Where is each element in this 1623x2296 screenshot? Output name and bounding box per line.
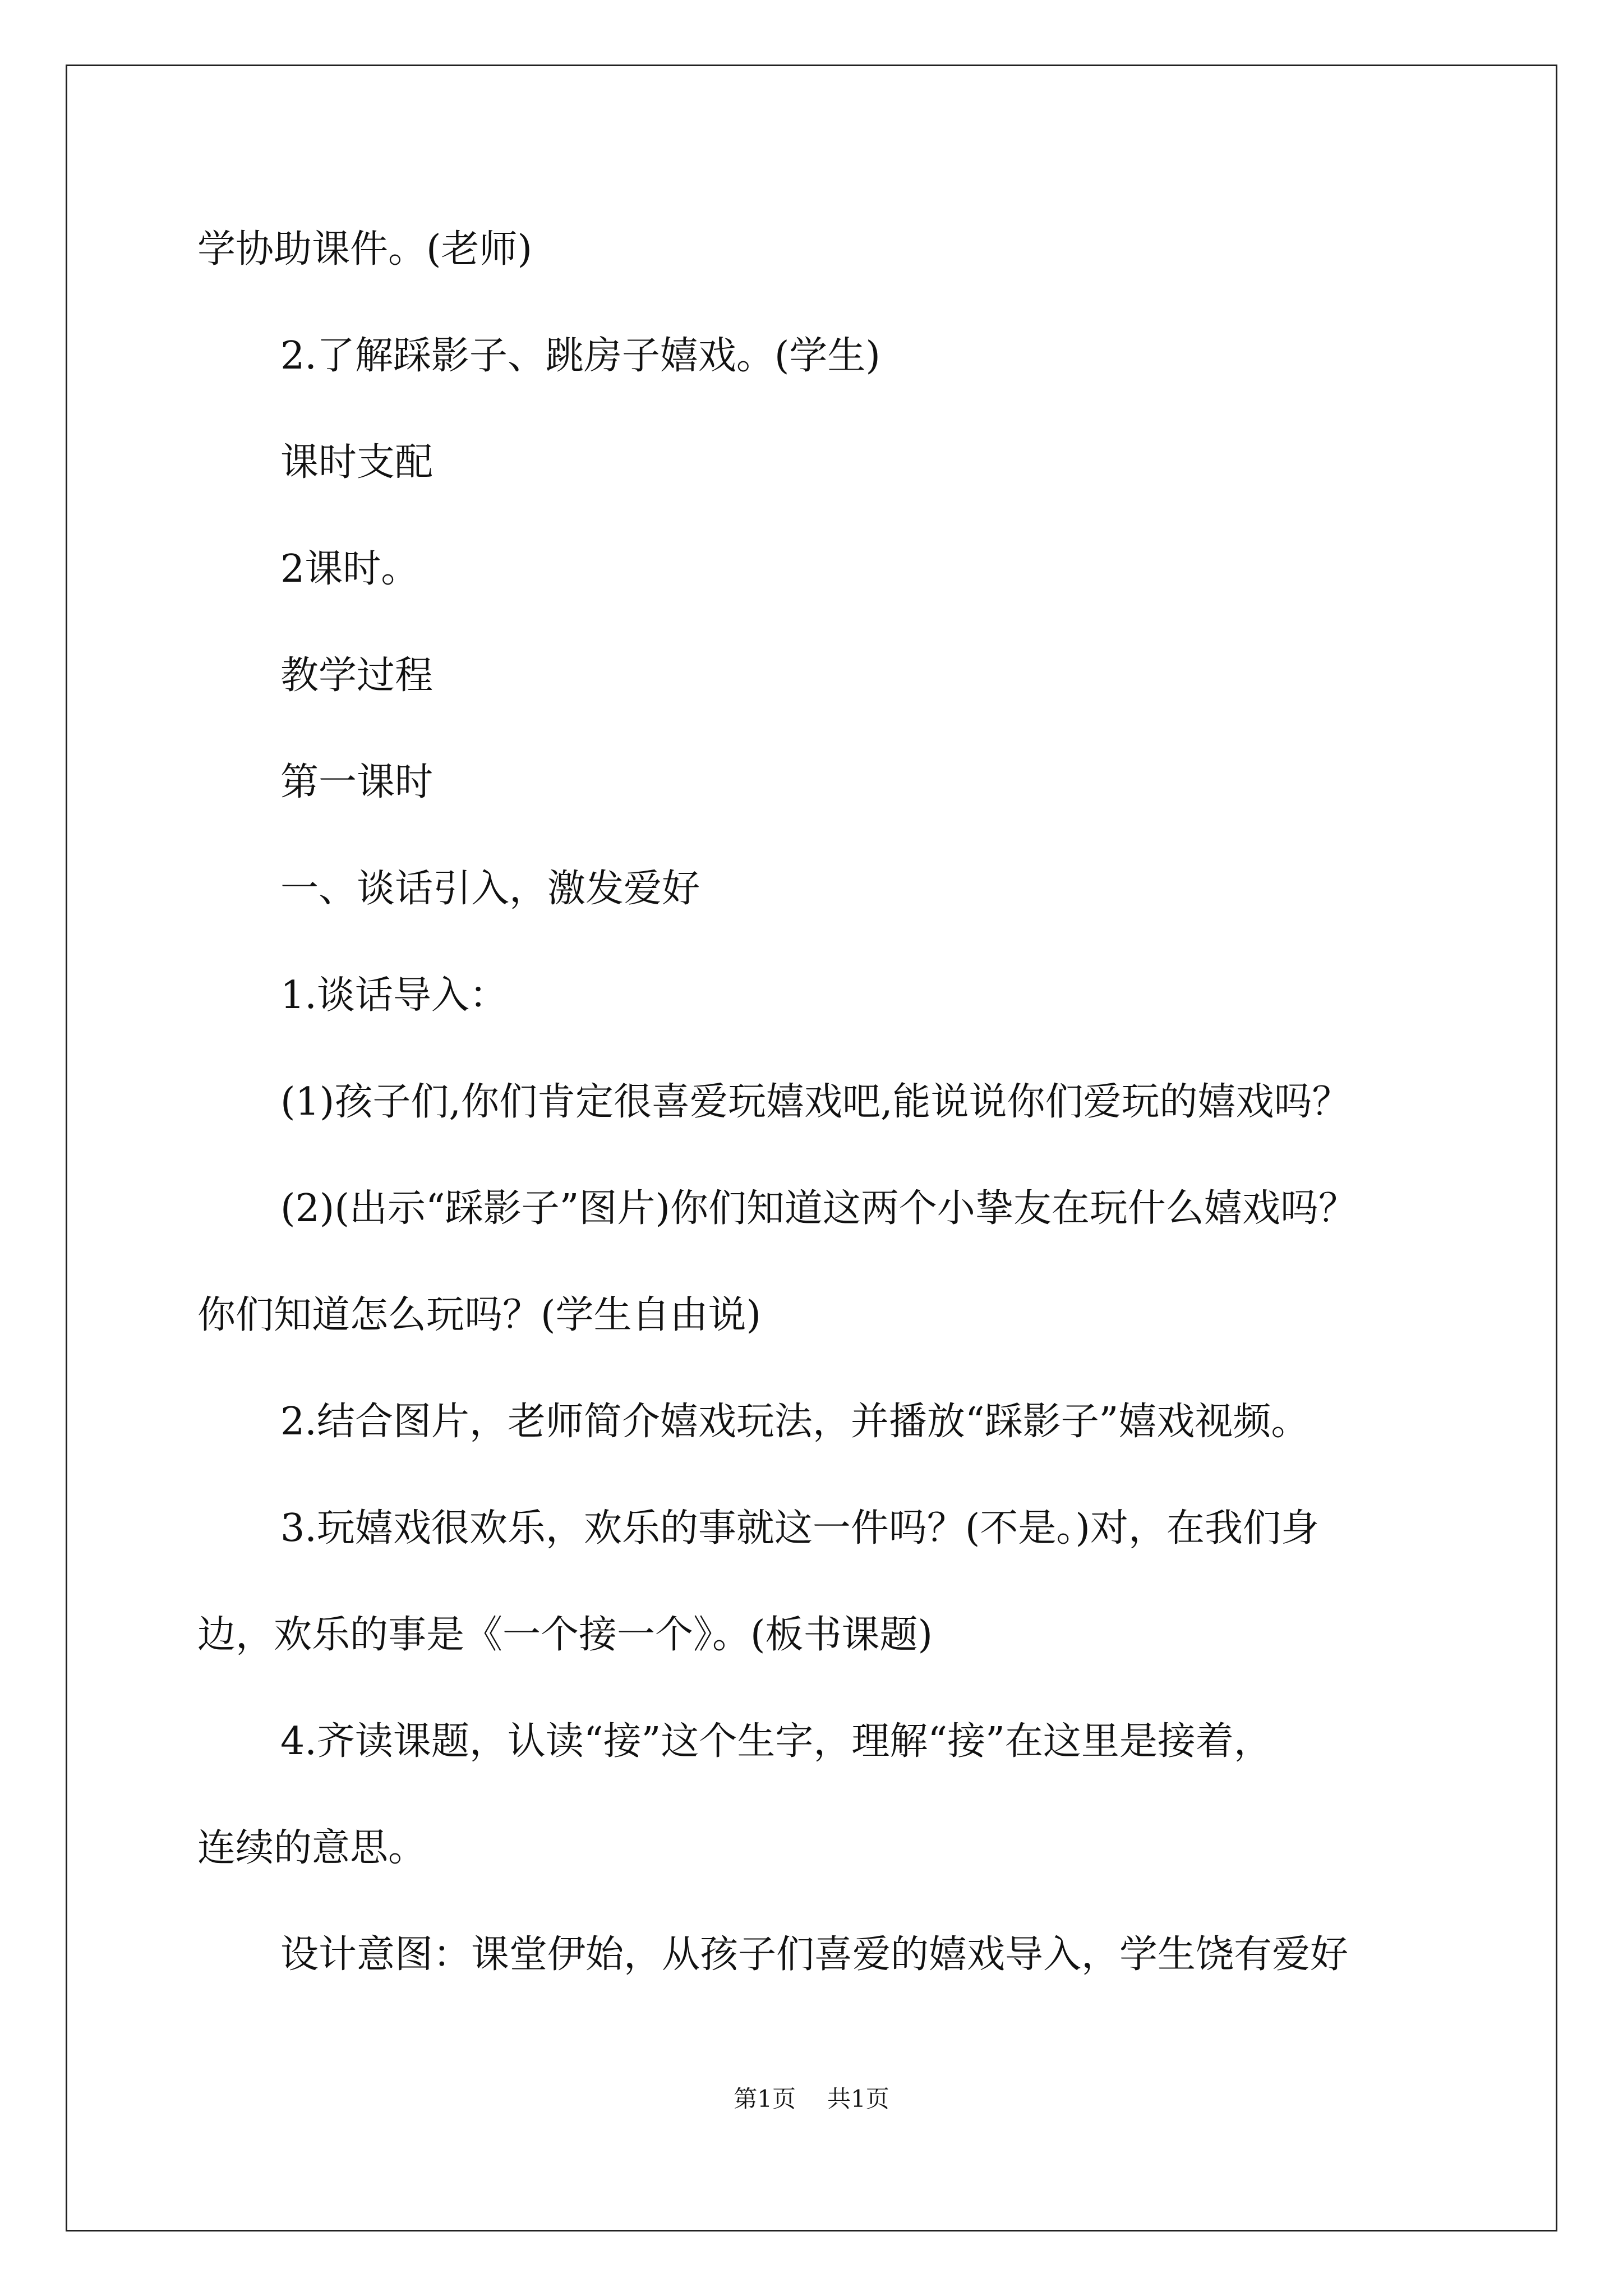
section-heading: 课时支配 — [280, 440, 434, 485]
text-line: 你们知道怎么玩吗？(学生自由说) — [197, 1293, 762, 1337]
text-line: (1)孩子们,你们肯定很喜爱玩嬉戏吧,能说说你们爱玩的嬉戏吗？ — [280, 1080, 1350, 1124]
text-line: 学协助课件。(老师) — [197, 227, 533, 272]
text-line: 连续的意思。 — [197, 1826, 427, 1870]
text-line: 2课时。 — [280, 547, 419, 591]
page-footer — [0, 2082, 1623, 2116]
text-line: 2.了解踩影子、跳房子嬉戏。(学生) — [280, 334, 880, 378]
section-heading: 教学过程 — [280, 654, 434, 698]
text-line: 3.玩嬉戏很欢乐，欢乐的事就这一件吗？(不是。)对，在我们身 — [280, 1506, 1319, 1550]
text-line: (2)(出示“踩影子”图片)你们知道这两个小挚友在玩什么嬉戏吗？ — [280, 1186, 1357, 1231]
text-line: 2.结合图片，老师简介嬉戏玩法，并播放“踩影子”嬉戏视频。 — [280, 1400, 1310, 1444]
section-heading: 一、谈话引入，激发爱好 — [280, 867, 700, 911]
text-line: 设计意图：课堂伊始，从孩子们喜爱的嬉戏导入，学生饶有爱好 — [280, 1932, 1349, 1977]
text-line: 4.齐读课题，认读“接”这个生字，理解“接”在这里是接着， — [280, 1719, 1272, 1764]
page-total: 共1页 — [827, 2085, 889, 2113]
page-number: 第1页 — [734, 2085, 796, 2113]
section-heading: 第一课时 — [280, 760, 434, 804]
text-line: 边，欢乐的事是《一个接一个》。(板书课题) — [197, 1613, 933, 1657]
text-line: 1.谈话导入： — [280, 973, 508, 1018]
page-border — [66, 65, 1557, 2231]
